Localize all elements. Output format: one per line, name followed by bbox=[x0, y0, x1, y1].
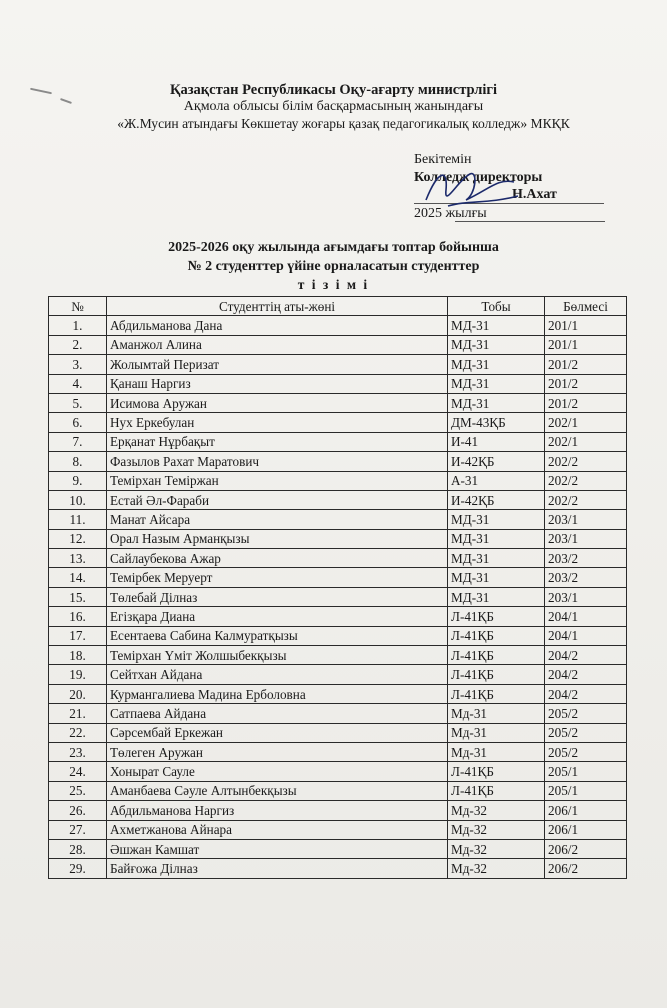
room-number: 205/2 bbox=[545, 742, 627, 761]
table-row bbox=[49, 762, 627, 781]
table-row bbox=[49, 839, 627, 858]
student-name: Орал Назым Арманқызы bbox=[107, 529, 448, 548]
student-group: И-42ҚБ bbox=[448, 452, 545, 471]
department-heading: Ақмола облысы білім басқармасының жанындағы bbox=[183, 99, 484, 114]
student-group: И-42ҚБ bbox=[448, 490, 545, 509]
row-number: 11. bbox=[49, 510, 107, 529]
row-number: 16. bbox=[49, 607, 107, 626]
student-name: Сайлаубекова Ажар bbox=[107, 549, 448, 568]
row-number: 18. bbox=[49, 646, 107, 665]
row-number: 1. bbox=[49, 316, 107, 335]
row-number: 15. bbox=[49, 587, 107, 606]
table-row bbox=[49, 490, 627, 509]
room-number: 202/2 bbox=[545, 490, 627, 509]
table-row bbox=[49, 355, 627, 374]
student-name: Сатпаева Айдана bbox=[107, 704, 448, 723]
student-group: Мд-32 bbox=[448, 801, 545, 820]
table-row bbox=[49, 568, 627, 587]
room-number: 203/1 bbox=[545, 529, 627, 548]
row-number: 4. bbox=[49, 374, 107, 393]
room-number: 201/1 bbox=[545, 335, 627, 354]
column-header-group: Тобы bbox=[448, 297, 545, 316]
student-name: Жолымтай Перизат bbox=[107, 355, 448, 374]
student-name: Әшжан Камшат bbox=[107, 839, 448, 858]
row-number: 21. bbox=[49, 704, 107, 723]
table-row bbox=[49, 801, 627, 820]
student-group: Л-41ҚБ bbox=[448, 762, 545, 781]
table-row bbox=[49, 452, 627, 471]
student-group: И-41 bbox=[448, 432, 545, 451]
student-name: Қанаш Наргиз bbox=[107, 374, 448, 393]
table-row bbox=[49, 859, 627, 878]
student-name: Абдильманова Наргиз bbox=[107, 801, 448, 820]
row-number: 22. bbox=[49, 723, 107, 742]
student-name: Исимова Аружан bbox=[107, 393, 448, 412]
student-group: Л-41ҚБ bbox=[448, 607, 545, 626]
student-group: ДМ-43ҚБ bbox=[448, 413, 545, 432]
room-number: 205/1 bbox=[545, 781, 627, 800]
table-row bbox=[49, 704, 627, 723]
table-row bbox=[49, 587, 627, 606]
student-name: Төлебай Ділназ bbox=[107, 587, 448, 606]
room-number: 201/2 bbox=[545, 374, 627, 393]
room-number: 203/2 bbox=[545, 568, 627, 587]
student-group: МД-31 bbox=[448, 510, 545, 529]
student-group: МД-31 bbox=[448, 355, 545, 374]
room-number: 203/1 bbox=[545, 587, 627, 606]
room-number: 202/2 bbox=[545, 452, 627, 471]
table-row bbox=[49, 781, 627, 800]
table-row bbox=[49, 607, 627, 626]
room-number: 206/2 bbox=[545, 839, 627, 858]
college-heading: «Ж.Мусин атындағы Көкшетау жоғары қазақ педагогикалық колледж» МКҚК bbox=[117, 116, 570, 131]
document-title-line2: № 2 студенттер үйіне орналасатын студенттер bbox=[187, 259, 480, 274]
student-group: МД-31 bbox=[448, 549, 545, 568]
row-number: 26. bbox=[49, 801, 107, 820]
student-group: Мд-32 bbox=[448, 839, 545, 858]
room-number: 204/2 bbox=[545, 646, 627, 665]
student-name: Темірхан Теміржан bbox=[107, 471, 448, 490]
row-number: 2. bbox=[49, 335, 107, 354]
student-name: Ерқанат Нұрбақыт bbox=[107, 432, 448, 451]
student-name: Курмангалиева Мадина Ерболовна bbox=[107, 684, 448, 703]
row-number: 14. bbox=[49, 568, 107, 587]
student-name: Темірхан Үміт Жолшыбекқызы bbox=[107, 646, 448, 665]
row-number: 12. bbox=[49, 529, 107, 548]
table-row bbox=[49, 471, 627, 490]
room-number: 205/2 bbox=[545, 704, 627, 723]
table-row bbox=[49, 316, 627, 335]
row-number: 24. bbox=[49, 762, 107, 781]
room-number: 206/2 bbox=[545, 859, 627, 878]
room-number: 201/2 bbox=[545, 355, 627, 374]
student-group: МД-31 bbox=[448, 529, 545, 548]
student-group: А-31 bbox=[448, 471, 545, 490]
room-number: 204/2 bbox=[545, 665, 627, 684]
table-row bbox=[49, 742, 627, 761]
table-row bbox=[49, 820, 627, 839]
student-group: Мд-31 bbox=[448, 742, 545, 761]
table-row bbox=[49, 335, 627, 354]
table-row bbox=[49, 510, 627, 529]
student-roster-table bbox=[48, 296, 627, 879]
student-group: МД-31 bbox=[448, 316, 545, 335]
row-number: 20. bbox=[49, 684, 107, 703]
student-group: Мд-32 bbox=[448, 820, 545, 839]
row-number: 17. bbox=[49, 626, 107, 645]
room-number: 202/2 bbox=[545, 471, 627, 490]
student-group: Л-41ҚБ bbox=[448, 781, 545, 800]
row-number: 6. bbox=[49, 413, 107, 432]
row-number: 10. bbox=[49, 490, 107, 509]
student-name: Төлеген Аружан bbox=[107, 742, 448, 761]
room-number: 206/1 bbox=[545, 801, 627, 820]
student-name: Байғожа Ділназ bbox=[107, 859, 448, 878]
room-number: 202/1 bbox=[545, 432, 627, 451]
room-number: 201/2 bbox=[545, 393, 627, 412]
row-number: 13. bbox=[49, 549, 107, 568]
table-row bbox=[49, 432, 627, 451]
student-name: Сейтхан Айдана bbox=[107, 665, 448, 684]
table-row bbox=[49, 549, 627, 568]
student-name: Сәрсембай Еркежан bbox=[107, 723, 448, 742]
student-name: Хонырат Сауле bbox=[107, 762, 448, 781]
student-group: МД-31 bbox=[448, 393, 545, 412]
student-group: МД-31 bbox=[448, 568, 545, 587]
column-header-number: № bbox=[49, 297, 107, 316]
room-number: 206/1 bbox=[545, 820, 627, 839]
column-header-room: Бөлмесі bbox=[545, 297, 627, 316]
student-group: МД-31 bbox=[448, 374, 545, 393]
student-name: Фазылов Рахат Маратович bbox=[107, 452, 448, 471]
table-row bbox=[49, 529, 627, 548]
row-number: 8. bbox=[49, 452, 107, 471]
signature-icon bbox=[418, 160, 528, 218]
room-number: 205/1 bbox=[545, 762, 627, 781]
row-number: 7. bbox=[49, 432, 107, 451]
row-number: 23. bbox=[49, 742, 107, 761]
student-group: МД-31 bbox=[448, 335, 545, 354]
row-number: 5. bbox=[49, 393, 107, 412]
row-number: 28. bbox=[49, 839, 107, 858]
student-group: Мд-31 bbox=[448, 704, 545, 723]
table-row bbox=[49, 626, 627, 645]
room-number: 203/1 bbox=[545, 510, 627, 529]
room-number: 204/2 bbox=[545, 684, 627, 703]
student-name: Есентаева Сабина Калмуратқызы bbox=[107, 626, 448, 645]
table-row bbox=[49, 646, 627, 665]
student-group: Л-41ҚБ bbox=[448, 684, 545, 703]
table-row bbox=[49, 723, 627, 742]
ministry-heading: Қазақстан Республикасы Оқу-ағарту министрлігі bbox=[169, 82, 498, 98]
approver-position: Колледж директоры bbox=[414, 170, 543, 185]
row-number: 19. bbox=[49, 665, 107, 684]
row-number: 27. bbox=[49, 820, 107, 839]
director-name: Н.Ахат bbox=[512, 187, 557, 202]
row-number: 29. bbox=[49, 859, 107, 878]
row-number: 9. bbox=[49, 471, 107, 490]
student-group: Л-41ҚБ bbox=[448, 665, 545, 684]
column-header-name: Студенттің аты-жөні bbox=[107, 297, 448, 316]
room-number: 204/1 bbox=[545, 607, 627, 626]
room-number: 204/1 bbox=[545, 626, 627, 645]
student-name: Аманбаева Сәуле Алтынбекқызы bbox=[107, 781, 448, 800]
table-row bbox=[49, 374, 627, 393]
student-name: Аманжол Алина bbox=[107, 335, 448, 354]
student-group: Л-41ҚБ bbox=[448, 646, 545, 665]
student-group: Мд-31 bbox=[448, 723, 545, 742]
student-name: Естай Әл-Фараби bbox=[107, 490, 448, 509]
table-body bbox=[49, 316, 627, 878]
table-row bbox=[49, 665, 627, 684]
document-title-line1: 2025-2026 оқу жылында ағымдағы топтар бойынша bbox=[168, 240, 499, 255]
student-name: Манат Айсара bbox=[107, 510, 448, 529]
room-number: 202/1 bbox=[545, 413, 627, 432]
row-number: 25. bbox=[49, 781, 107, 800]
document-title-line3: т і з і м і bbox=[297, 277, 370, 292]
student-name: Ахметжанова Айнара bbox=[107, 820, 448, 839]
student-group: МД-31 bbox=[448, 587, 545, 606]
approve-label: Бекітемін bbox=[414, 152, 472, 167]
room-number: 203/2 bbox=[545, 549, 627, 568]
student-name: Абдильманова Дана bbox=[107, 316, 448, 335]
table-row bbox=[49, 684, 627, 703]
table-header-row bbox=[49, 297, 627, 316]
student-name: Нух Еркебулан bbox=[107, 413, 448, 432]
date-line bbox=[455, 221, 605, 222]
student-group: Мд-32 bbox=[448, 859, 545, 878]
row-number: 3. bbox=[49, 355, 107, 374]
room-number: 201/1 bbox=[545, 316, 627, 335]
approval-year: 2025 жылғы bbox=[414, 206, 487, 221]
table-row bbox=[49, 413, 627, 432]
student-group: Л-41ҚБ bbox=[448, 626, 545, 645]
room-number: 205/2 bbox=[545, 723, 627, 742]
table-row bbox=[49, 393, 627, 412]
student-name: Егізқара Диана bbox=[107, 607, 448, 626]
student-name: Темірбек Меруерт bbox=[107, 568, 448, 587]
